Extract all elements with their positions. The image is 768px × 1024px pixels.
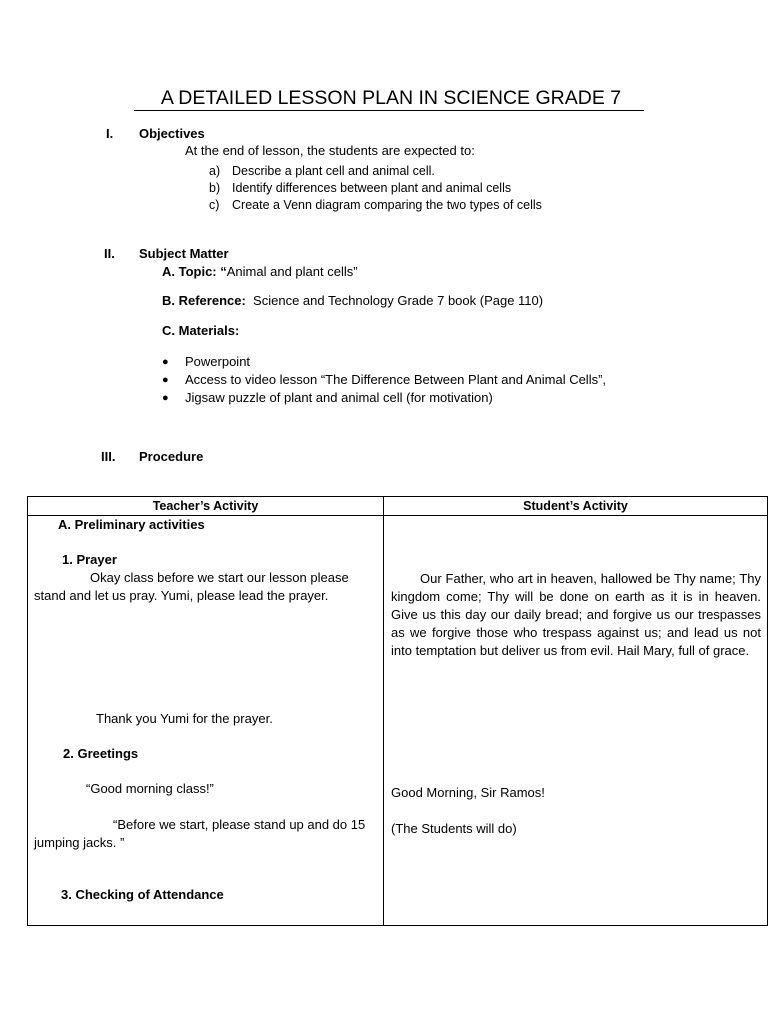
topic-row — [162, 264, 358, 279]
objective-item: Create a Venn diagram comparing the two types of cells — [232, 198, 542, 212]
student-activity-cell — [384, 516, 768, 926]
bullet-icon: ● — [162, 374, 169, 386]
attendance-heading: 3. Checking of Attendance — [61, 887, 224, 902]
material-item: Access to video lesson “The Difference Between Plant and Animal Cells”, — [185, 372, 607, 387]
objective-item: Identify differences between plant and animal cells — [232, 181, 512, 195]
materials-label: C. Materials: — [162, 323, 240, 338]
greet-student-text: Good Morning, Sir Ramos! — [391, 785, 545, 800]
page-title: A DETAILED LESSON PLAN IN SCIENCE GRADE 7 — [134, 86, 644, 111]
material-item: Powerpoint — [185, 354, 251, 369]
section-number-procedure: III. — [101, 449, 116, 464]
topic-value: Animal and plant cells” — [226, 264, 358, 279]
teacher-activity-cell — [28, 516, 384, 926]
section-heading-subject-matter: Subject Matter — [139, 246, 229, 261]
prayer-teacher-text: Okay class before we start our lesson please stand and let us pray. Yumi, please lead the prayer. — [34, 570, 349, 603]
student-activity-header: Student’s Activity — [384, 497, 768, 516]
objective-item: Describe a plant cell and animal cell. — [232, 164, 435, 178]
objective-marker: c) — [209, 198, 220, 212]
start-student-text: (The Students will do) — [391, 821, 517, 836]
preliminary-heading: A. Preliminary activities — [58, 517, 205, 532]
objective-marker: a) — [209, 164, 221, 178]
greetings-heading: 2. Greetings — [63, 746, 139, 761]
material-item: Jigsaw puzzle of plant and animal cell (for motivation) — [185, 390, 493, 405]
section-heading-procedure: Procedure — [139, 449, 204, 464]
bullet-icon: ● — [162, 356, 169, 368]
objectives-intro: At the end of lesson, the students are expected to: — [185, 143, 475, 158]
greet-teacher-text: “Good morning class!” — [86, 781, 214, 796]
objective-marker: b) — [209, 181, 221, 195]
prayer-heading: 1. Prayer — [62, 552, 117, 567]
section-number-subject-matter: II. — [104, 246, 115, 261]
reference-label: B. Reference: — [162, 293, 246, 308]
section-number-objectives: I. — [106, 126, 114, 141]
bullet-icon: ● — [162, 392, 169, 404]
teacher-activity-header: Teacher’s Activity — [28, 497, 384, 516]
section-heading-objectives: Objectives — [139, 126, 205, 141]
start-teacher-text: “Before we start, please stand up and do 15 jumping jacks. ” — [34, 817, 366, 850]
reference-value: Science and Technology Grade 7 book (Page 110) — [253, 293, 544, 308]
reference-row — [162, 293, 543, 308]
topic-label: A. Topic: “ — [162, 264, 227, 279]
thanks-text: Thank you Yumi for the prayer. — [96, 711, 273, 726]
procedure-table — [27, 496, 768, 926]
prayer-student-text: Our Father, who art in heaven, hallowed be Thy name; Thy kingdom come; Thy will be done on earth as it is in heaven. Give us this day our daily bread; and forgive us our trespasses as we forgive those who trespass against us; and lead us not into temptation but deliver us from evil. Hail Mary, full of grace. — [391, 571, 761, 658]
